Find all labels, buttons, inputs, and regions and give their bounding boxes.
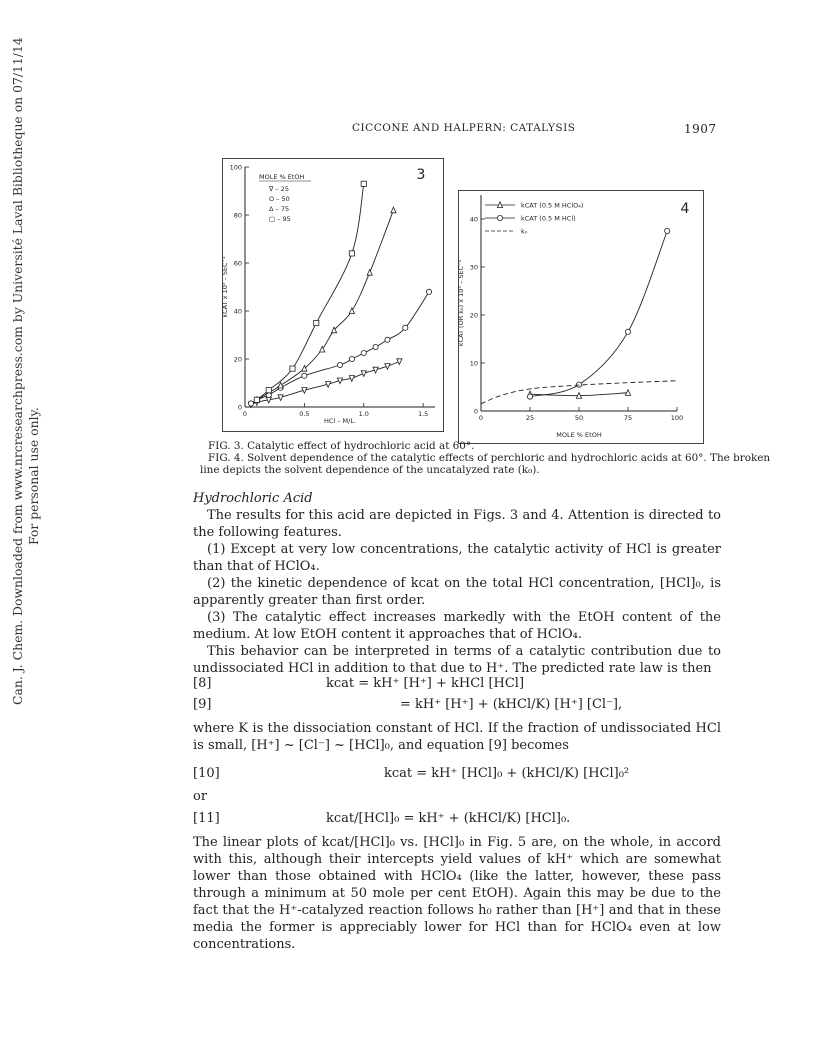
data-point [527, 394, 532, 399]
eq11-number: [11] [193, 811, 220, 826]
data-point [361, 350, 366, 355]
eq10-number: [10] [193, 766, 220, 781]
legend-marker [497, 215, 502, 220]
paragraph-4: (3) The catalytic effect increases markedly with the EtOH content of the medium. At low EtOH content it approaches that of HClO₄. [193, 610, 721, 642]
data-point [625, 329, 630, 334]
x-tick-label: 1.5 [417, 410, 429, 418]
data-point [403, 325, 408, 330]
x-tick-label: 1.0 [358, 410, 369, 418]
figure-3 [222, 158, 444, 432]
data-point [665, 228, 670, 233]
legend-title: MOLE % EtOH [259, 173, 305, 181]
figure-captions [200, 440, 771, 476]
data-point [302, 373, 307, 378]
data-point [302, 366, 307, 372]
eq8-number: [8] [193, 676, 212, 691]
legend-entry: Δ – 75 [269, 205, 290, 213]
caption-fig4-line1: FIG. 4. Solvent dependence of the catalytic effects of perchloric and hydrochloric acids at 60°. The broken [208, 452, 771, 464]
series-line [251, 292, 429, 404]
paragraph-6: where K is the dissociation constant of HCl. If the fraction of undissociated HCl is small, [H⁺] ~ [Cl⁻] ~ [HCl]₀, and equation [9] becomes [193, 721, 721, 753]
or-text: or [193, 789, 208, 804]
x-tick-label: 50 [574, 414, 584, 422]
paragraph-2: (1) Except at very low concentrations, the catalytic activity of HCl is greater than that of HClO₄. [193, 542, 721, 574]
x-axis-label: HCl – M/L. [323, 417, 357, 425]
data-point [385, 337, 390, 342]
data-point [248, 401, 253, 406]
figure-number: 3 [416, 167, 426, 183]
series-line [257, 210, 394, 400]
x-axis-label: MOLE % EtOH [556, 431, 602, 439]
y-tick-label: 20 [469, 311, 478, 320]
paragraph-3: (2) the kinetic dependence of kcat on the total HCl concentration, [HCl]₀, is apparently greater than first order. [193, 576, 721, 608]
y-tick-label: 0 [237, 403, 242, 412]
figure-number: 4 [680, 201, 690, 217]
data-point [361, 181, 366, 186]
data-point [266, 388, 271, 393]
x-tick-label: 25 [525, 414, 535, 422]
y-tick-label: 100 [229, 163, 242, 172]
data-point [576, 382, 581, 387]
legend-entry: kCAT (0.5 M HClO₄) [521, 201, 584, 210]
legend-entry: □ – 95 [269, 215, 291, 223]
section-heading: Hydrochloric Acid [193, 491, 313, 506]
y-tick-label: 80 [233, 211, 242, 220]
eq9-number: [9] [193, 697, 212, 712]
y-tick-label: 30 [469, 263, 478, 272]
data-point [426, 289, 431, 294]
x-tick-label: 0.5 [299, 410, 310, 418]
y-axis-label: kCAT x 10⁵ – SEC⁻¹ [221, 256, 229, 318]
data-point [314, 320, 319, 325]
x-tick-label: 0 [242, 410, 248, 418]
figure-4 [458, 190, 704, 444]
paragraph-5: This behavior can be interpreted in terms of a catalytic contribution due to undissociated HCl in addition to that due to H⁺. The predicted rate law is then [193, 644, 721, 676]
download-notice [4, 37, 44, 705]
legend-entry: kCAT (0.5 M HCl) [521, 214, 576, 223]
y-axis-label: kCAT (OR k₀) x 10⁵ – SEC⁻¹ [457, 259, 465, 347]
data-point [337, 362, 342, 367]
y-tick-label: 60 [233, 259, 242, 268]
download-notice-line1: Can. J. Chem. Downloaded from www.nrcresearchpress.com by Université Laval Bibliotheque on 07/11/14 [10, 37, 25, 705]
data-point [290, 366, 295, 371]
caption-fig3: FIG. 3. Catalytic effect of hydrochloric acid at 60°. [208, 440, 475, 452]
paragraph-1: The results for this acid are depicted in Figs. 3 and 4. Attention is directed to the following features. [193, 508, 721, 540]
y-tick-label: 10 [469, 359, 478, 368]
y-tick-label: 40 [233, 307, 242, 316]
series-line [530, 231, 667, 397]
figure-4-chart [459, 191, 703, 443]
data-point [349, 251, 354, 256]
y-tick-label: 40 [469, 215, 478, 224]
eq10: kcat = kH⁺ [HCl]₀ + (kHCl/K) [HCl]₀² [384, 766, 630, 781]
data-point [391, 207, 396, 213]
x-tick-label: 100 [670, 414, 684, 422]
data-point [373, 344, 378, 349]
legend-entry: k₀ [521, 227, 528, 236]
y-tick-label: 20 [233, 355, 242, 364]
x-tick-label: 0 [478, 414, 484, 422]
paragraph-7: The linear plots of kcat/[HCl]₀ vs. [HCl]₀ in Fig. 5 are, on the whole, in accord with this, although their intercepts yield values of kH⁺ which are somewhat lower than those obtained with HClO₄ (like the latter, however, these pass through a minimum at 50 mole per cent EtOH). Again this may be due to the fact that the H⁺-catalyzed reaction follows h₀ rather than [H⁺] and that in these media the former is appreciably lower for HCl than for HClO₄ even at low concentrations. [193, 835, 721, 952]
page-number: 1907 [684, 122, 717, 136]
data-point [367, 270, 372, 276]
data-point [349, 356, 354, 361]
download-notice-line2: For personal use only. [26, 407, 41, 545]
data-point [397, 359, 402, 365]
legend-entry: ∇ – 25 [269, 185, 290, 193]
eq9: = kH⁺ [H⁺] + (kHCl/K) [H⁺] [Cl⁻], [400, 697, 623, 712]
eq11: kcat/[HCl]₀ = kH⁺ + (kHCl/K) [HCl]₀. [326, 811, 571, 826]
data-point [278, 382, 283, 388]
running-head-title: CICCONE AND HALPERN: CATALYSIS [352, 122, 576, 134]
body-text [193, 490, 721, 677]
y-tick-label: 0 [473, 407, 478, 416]
figure-3-chart [223, 159, 443, 431]
data-point [254, 397, 259, 402]
legend-entry: O – 50 [269, 195, 290, 203]
x-tick-label: 75 [623, 414, 633, 422]
eq8: kcat = kH⁺ [H⁺] + kHCl [HCl] [326, 676, 525, 691]
caption-fig4-line2: line depicts the solvent dependence of the uncatalyzed rate (k₀). [200, 464, 540, 476]
